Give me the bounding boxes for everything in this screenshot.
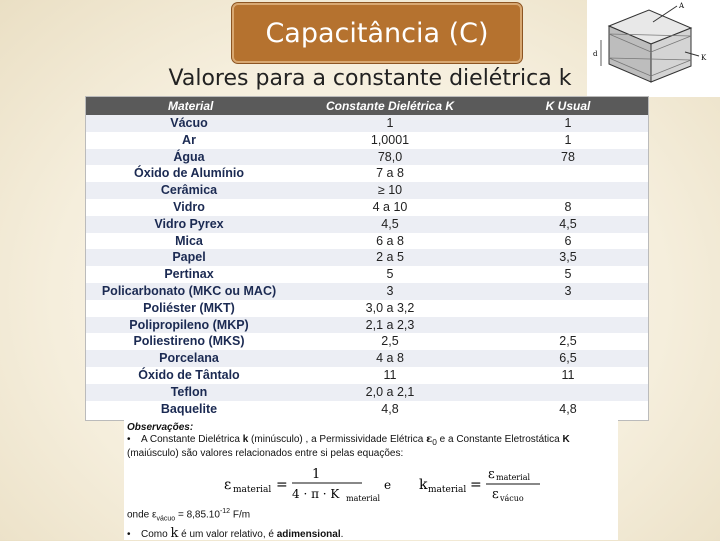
k-usual-cell	[488, 165, 648, 182]
capacitor-plate-figure	[587, 0, 720, 97]
dielectric-constant-cell: 7 a 8	[376, 166, 404, 181]
eq1-lhs: ε	[224, 477, 232, 493]
table-row	[86, 350, 648, 367]
observations-header: Observações:	[127, 422, 194, 433]
dielectric-constant-cell: 1,0001	[370, 132, 410, 147]
material-cell: Pertinax	[164, 267, 214, 282]
table-row	[86, 249, 648, 266]
eq1-numerator: 1	[312, 467, 321, 482]
table-row	[86, 266, 648, 283]
k-usual-cell: 2,5	[559, 334, 577, 349]
k-usual-cell: 6,5	[559, 351, 577, 366]
eq1-equals: =	[276, 477, 288, 493]
table-header-row	[86, 97, 648, 115]
k-usual-cell: 11	[561, 367, 575, 382]
material-cell: Papel	[172, 250, 206, 265]
material-cell: Água	[173, 149, 205, 164]
dielectric-constant-cell: 2 a 5	[376, 250, 404, 265]
dielectric-constant-cell: 2,5	[381, 334, 399, 349]
k-usual-cell	[488, 317, 648, 334]
material-cell: Poliéster (MKT)	[143, 300, 235, 315]
eq-conjunction: e	[384, 478, 392, 492]
material-cell: Cerâmica	[160, 183, 218, 198]
k-usual-cell: 1	[564, 116, 572, 130]
material-cell: Vidro Pyrex	[154, 216, 224, 231]
table-row	[86, 182, 648, 199]
slide-title: Capacitância (C)	[232, 3, 522, 63]
header-material: Material	[168, 99, 214, 113]
material-cell: Ar	[182, 132, 196, 147]
header-dielectric-constant: Constante Dielétrica K	[325, 99, 455, 113]
dielectric-constant-cell: 2,1 a 2,3	[365, 317, 415, 332]
material-cell: Polipropileno (MKP)	[129, 317, 249, 332]
table-row	[86, 367, 648, 384]
k-usual-cell: 78	[561, 149, 575, 164]
k-usual-cell: 4,5	[559, 216, 577, 231]
dielectric-constant-cell: 4,8	[381, 401, 399, 416]
slide-subtitle: Valores para a constante dielétrica k	[168, 66, 572, 91]
k-usual-cell	[488, 182, 648, 199]
eq2-denominator: ε	[492, 487, 499, 502]
eq1-lhs-sub: material	[233, 485, 272, 495]
material-cell: Teflon	[170, 384, 208, 399]
k-usual-cell: 4,8	[559, 401, 577, 416]
material-cell: Vidro	[173, 199, 205, 214]
dielectric-constant-cell: 3,0 a 3,2	[365, 300, 415, 315]
observations-panel	[124, 420, 618, 540]
k-usual-cell: 3,5	[559, 250, 577, 265]
table-row	[86, 132, 648, 149]
table-row	[86, 216, 648, 233]
table-row	[86, 149, 648, 166]
table-row	[86, 317, 648, 334]
label-k: K	[701, 54, 707, 62]
dielectric-table-panel	[85, 96, 649, 421]
header-k-usual: K Usual	[545, 99, 591, 113]
table-row	[86, 115, 648, 132]
material-cell: Óxido de Tântalo	[138, 367, 240, 382]
material-cell: Óxido de Alumínio	[134, 166, 244, 181]
capacitor-plate-diagram	[587, 0, 720, 97]
dielectric-constant-cell: 78,0	[377, 149, 403, 164]
material-cell: Mica	[175, 233, 203, 248]
dielectric-constant-cell: 5	[386, 267, 394, 282]
k-usual-cell	[488, 384, 648, 401]
k-usual-cell: 6	[564, 233, 572, 248]
table-row	[86, 384, 648, 401]
k-usual-cell	[488, 300, 648, 317]
dielectric-constant-cell: 1	[386, 116, 394, 130]
dielectric-table	[86, 97, 648, 417]
dielectric-constant-cell: 6 a 8	[376, 233, 404, 248]
table-row	[86, 300, 648, 317]
eq2-lhs: k	[419, 477, 428, 493]
material-cell: Vácuo	[170, 116, 208, 130]
bullet-icon: •	[127, 529, 131, 540]
table-row	[86, 199, 648, 216]
k-usual-cell: 8	[564, 199, 572, 214]
table-row	[86, 401, 648, 418]
observation-1: • A Constante Dielétrica k (minúsculo) , a Permissividade Elétrica $\varepsilon_0$ e a Constante Eletrostática K (maiúsculo) são valores relacionados entre si pelas equações:	[127, 434, 570, 459]
label-a: A	[679, 2, 685, 10]
material-cell: Policarbonato (MKC ou MAC)	[101, 283, 277, 298]
eq2-numerator-sub: material	[496, 473, 531, 482]
table-row	[86, 333, 648, 350]
eq2-denominator-sub: vácuo	[500, 494, 524, 503]
dielectric-constant-cell: ≥ 10	[377, 183, 403, 198]
dielectric-constant-cell: 4 a 8	[376, 351, 404, 366]
eq2-numerator: ε	[488, 467, 495, 482]
table-row	[86, 233, 648, 250]
bullet-icon: •	[127, 434, 131, 445]
dielectric-constant-cell: 3	[386, 283, 394, 298]
eq1-denominator-sub: material	[346, 494, 381, 503]
material-cell: Porcelana	[159, 351, 219, 366]
observation-3: • Como k é um valor relativo, é adimensional.	[127, 526, 344, 541]
k-usual-cell: 3	[564, 283, 572, 298]
eq2-lhs-sub: material	[428, 485, 467, 495]
k-usual-cell: 1	[564, 132, 572, 147]
table-row	[86, 165, 648, 182]
dielectric-constant-cell: 4,5	[381, 216, 399, 231]
eq2-equals: =	[470, 477, 482, 493]
eq1-denominator: 4 · π · K	[292, 487, 340, 501]
dielectric-constant-cell: 4 a 10	[372, 199, 408, 214]
equations	[204, 464, 604, 504]
k-usual-cell: 5	[564, 267, 572, 282]
material-cell: Poliestireno (MKS)	[133, 334, 245, 349]
observation-2: onde $\varepsilon_{vácuo} = 8,85.10^{-12}$ F/m	[127, 508, 251, 523]
table-row	[86, 283, 648, 300]
label-d: d	[593, 50, 598, 58]
material-cell: Baquelite	[160, 401, 218, 416]
dielectric-constant-cell: 11	[383, 367, 397, 382]
dielectric-constant-cell: 2,0 a 2,1	[365, 384, 415, 399]
equations-svg	[204, 464, 604, 504]
